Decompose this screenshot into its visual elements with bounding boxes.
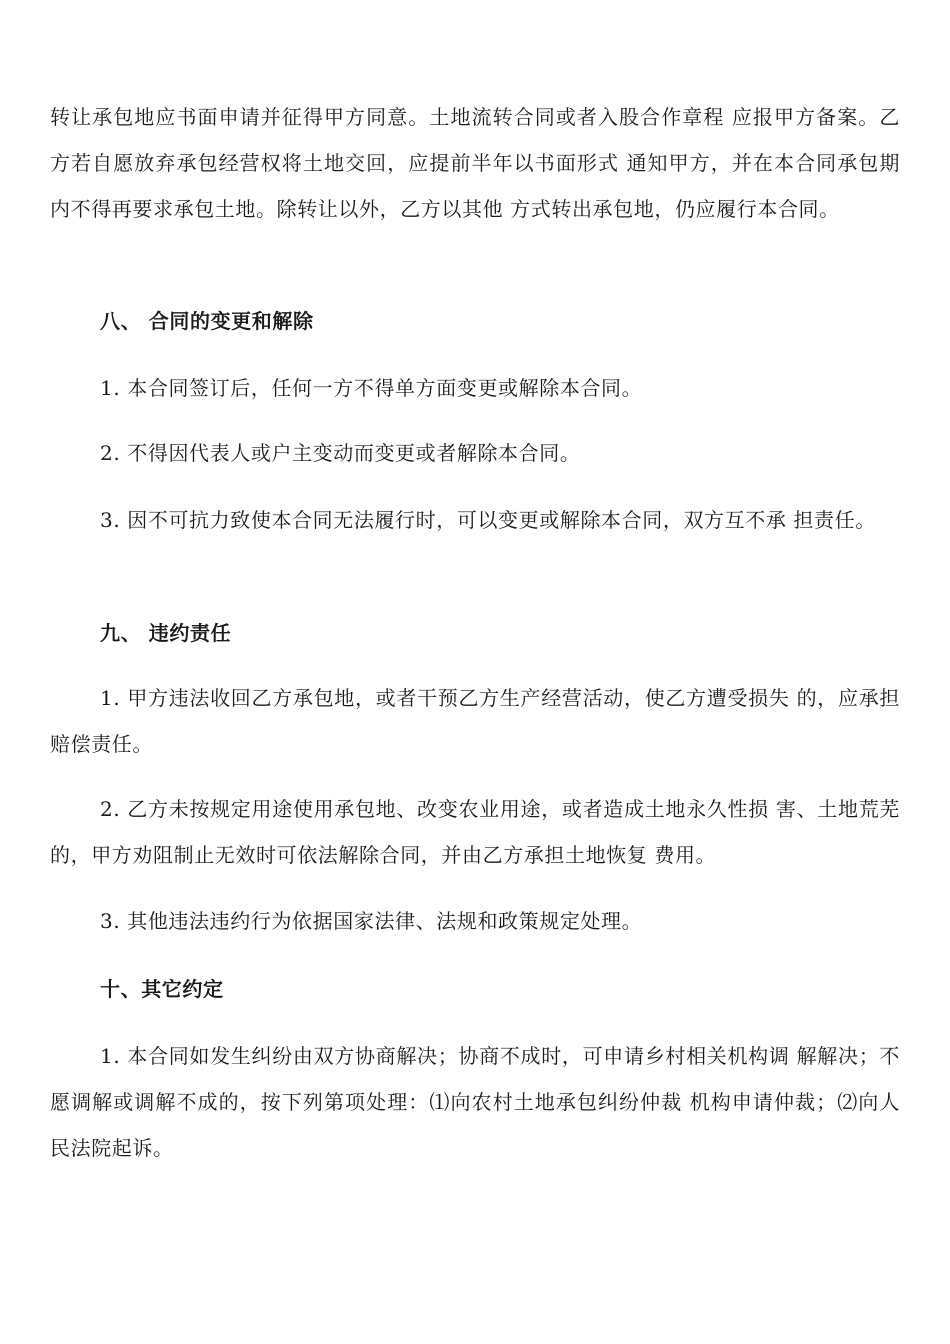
- intro-paragraph: 转让承包地应书面申请并征得甲方同意。土地流转合同或者入股合作章程 应报甲方备案。乙方若自愿放弃承包经营权将土地交回，应提前半年以书面形式 通知甲方，并在本合同承包期内不得再要求承包土地。除转让以外，乙方以其他 方式转出承包地，仍应履行本合同。: [50, 105, 900, 221]
- section-8-heading: 八、 合同的变更和解除: [100, 309, 314, 333]
- section-9-heading: 九、 违约责任: [100, 621, 232, 645]
- section-8-item-2: 2. 不得因代表人或户主变动而变更或者解除本合同。: [100, 441, 581, 465]
- section-10-heading: 十、其它约定: [100, 977, 224, 1001]
- section-8-item-1: 1. 本合同签订后，任何一方不得单方面变更或解除本合同。: [100, 376, 643, 400]
- section-9-item-2: 2. 乙方未按规定用途使用承包地、改变农业用途，或者造成土地永久性损 害、土地荒芜的，甲方劝阻制止无效时可依法解除合同，并由乙方承担土地恢复 费用。: [50, 797, 900, 867]
- section-9-item-1: 1. 甲方违法收回乙方承包地，或者干预乙方生产经营活动，使乙方遭受损失 的，应承担赔偿责任。: [50, 686, 900, 756]
- section-9-item-3: 3. 其他违法违约行为依据国家法律、法规和政策规定处理。: [100, 909, 643, 933]
- section-8-item-3: 3. 因不可抗力致使本合同无法履行时，可以变更或解除本合同，双方互不承 担责任。: [100, 508, 876, 532]
- section-10-item-1: 1. 本合同如发生纠纷由双方协商解决；协商不成时，可申请乡村相关机构调 解解决；不愿调解或调解不成的，按下列第项处理：⑴向农村土地承包纠纷仲裁 机构申请仲裁；⑵向人民法院起诉。: [50, 1044, 900, 1160]
